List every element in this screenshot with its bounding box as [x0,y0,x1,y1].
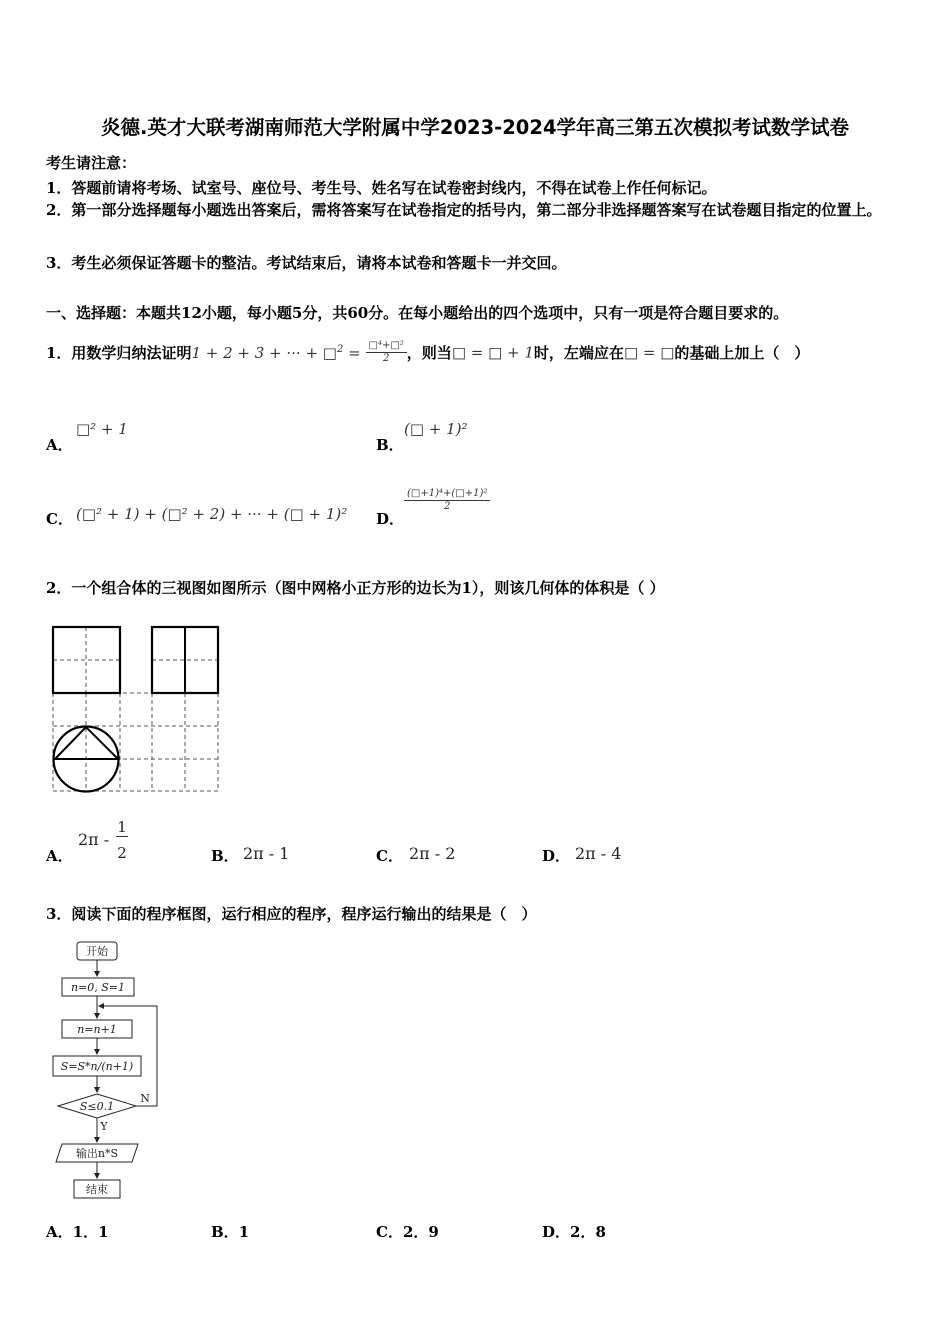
q3-option-c-value: 2．9 [402,1223,439,1241]
q1-option-d-den: 2 [444,501,451,512]
q2-option-a-label: A． [46,847,73,865]
notice-item-1: 1．答题前请将考场、试室号、座位号、考生号、姓名写在试卷密封线内，不得在试卷上作任何标记。 [46,179,717,197]
q1-option-d-label: D． [376,510,405,528]
q1-mid2: 时，左端应在 [533,344,624,362]
question-1 [46,340,809,365]
flow-no-label: N [140,1092,150,1105]
flow-condition: S≤0.1 [79,1100,115,1113]
q1-cond: □ = □ + 1 [451,343,534,362]
q2-option-d-math: 2π - 4 [575,844,622,863]
notice-item-3: 3．考生必须保证答题卡的整洁。考试结束后，请将本试卷和答题卡一并交回。 [46,254,567,272]
q1-formula-left: 1 + 2 + 3 + ··· + □ [191,343,337,362]
q3-option-a-label: A． [46,1223,73,1241]
q1-option-d-num: (□+1)⁴+(□+1)² [404,488,490,501]
q2-option-b-label: B． [211,847,239,865]
q2-option-d-label: D． [542,847,571,865]
page-title: 炎德.英才大联考湖南师范大学附属中学2023-2024学年高三第五次模拟考试数学试卷 [100,116,850,139]
q2-option-a-den: 2 [117,844,127,862]
q3-option-c [376,1221,439,1242]
q1-formula-den: 2 [382,353,390,364]
q1-option-b-math: (□ + 1)² [404,420,468,438]
q3-option-d-label: D． [542,1223,571,1241]
q3-option-c-label: C． [376,1223,403,1241]
q2-option-c-math: 2π - 2 [409,844,456,863]
q2-option-b-math: 2π - 1 [243,844,290,863]
q1-option-a-label: A． [46,436,73,454]
q1-prefix: 1．用数学归纳法证明 [46,344,192,362]
q3-option-d [542,1221,606,1242]
q2-option-c-label: C． [376,847,403,865]
q3-option-b-label: B． [211,1223,239,1241]
question-2: 2．一个组合体的三视图如图所示（图中网格小正方形的边长为1），则该几何体的体积是（ ） [46,579,665,597]
q3-option-d-value: 2．8 [570,1223,606,1241]
q3-option-b-value: 1 [238,1223,250,1241]
q1-suffix: 的基础上加上（ ） [674,344,810,362]
three-view-figure [50,624,222,794]
q1-option-b-label: B． [376,436,404,454]
question-3: 3．阅读下面的程序框图，运行相应的程序，程序运行输出的结果是（ ） [46,905,537,923]
section-header: 一、选择题：本题共12小题，每小题5分，共60分。在每小题给出的四个选项中，只有一项是符合题目要求的。 [46,304,789,322]
q1-option-c-math: (□² + 1) + (□² + 2) + ··· + (□ + 1)² [76,505,348,523]
q1-mid1: ，则当 [406,344,452,362]
q3-option-a [46,1221,109,1242]
flowchart [50,940,175,1202]
q1-option-d-frac [404,488,490,513]
flow-step: n=n+1 [77,1023,117,1036]
q1-option-c-label: C． [46,510,73,528]
flow-output: 输出n*S [75,1147,119,1160]
flow-update: S=S*n/(n+1) [60,1060,134,1073]
q3-option-b [211,1221,249,1242]
q3-option-a-value: 1．1 [72,1223,109,1241]
notice-item-2: 2．第一部分选择题每小题选出答案后，需将答案写在试卷指定的括号内，第二部分非选择题答案写在试卷题目指定的位置上。 [46,201,882,219]
flow-end: 结束 [86,1183,108,1196]
notice-heading: 考生请注意： [46,154,137,172]
flow-yes-label: Y [100,1120,108,1133]
flow-start: 开始 [86,945,108,958]
q1-cond2: □ = □ [623,343,675,362]
q1-formula-num: □⁴+□² [366,340,407,353]
q2-option-a-num: 1 [117,818,127,836]
q1-formula-exp: 2 [336,343,344,355]
q1-formula-eq: = [348,343,361,362]
q2-option-a-math: 2π - [78,830,110,849]
flow-init: n=0, S=1 [70,981,126,994]
q1-option-a-math: □² + 1 [76,420,128,438]
